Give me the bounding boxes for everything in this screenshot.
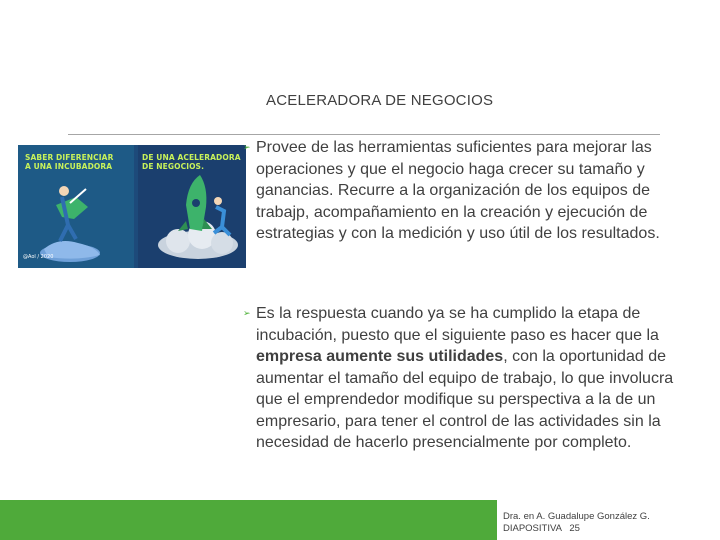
paragraph-2-text: Es la respuesta cuando ya se ha cumplido la etapa de incubación, puesto que el siguiente paso es hacer que la <box>256 305 659 344</box>
bullet-icon: ➢ <box>243 308 251 318</box>
slide-label: DIAPOSITIVA <box>503 523 562 534</box>
footer-slide-number <box>503 523 650 535</box>
footer-credits <box>503 511 650 535</box>
image-brand: @Aol / 2020 <box>23 254 54 260</box>
paragraph-2 <box>256 303 676 454</box>
image-caption-right: DE UNA ACELERADORA DE NEGOCIOS. <box>142 153 241 171</box>
paragraph-1: Provee de las herramientas suficientes para mejorar las operaciones y que el negocio haga crecer su tamaño y ganancias. Recurre a la organización de los equipos de trabajp, acompañamiento en la creación y ejecución de estrategias y con la medición y uso útil de los resultados. <box>256 139 660 242</box>
illustration-image <box>18 145 246 268</box>
footer-author: Dra. en A. Guadalupe González G. <box>503 511 650 522</box>
paragraph-2-emphasis: empresa aumente sus utilidades <box>256 348 504 365</box>
slide-number: 25 <box>569 523 580 534</box>
paragraph-2-text-end: , con la oportunidad de aumentar el tamaño del equipo de trabajo, lo que involucra que el emprendedor modifique su perspectiva a la de un empresario, para tener el control de las actividades sin la necesidad de hacerlo presencialmente por completo. <box>256 348 674 451</box>
bullet-icon: ➢ <box>243 142 251 152</box>
slide-title: ACELERADORA DE NEGOCIOS <box>266 92 494 109</box>
title-divider <box>68 134 660 135</box>
image-caption-left: SABER DIFERENCIAR A UNA INCUBADORA <box>25 153 114 171</box>
